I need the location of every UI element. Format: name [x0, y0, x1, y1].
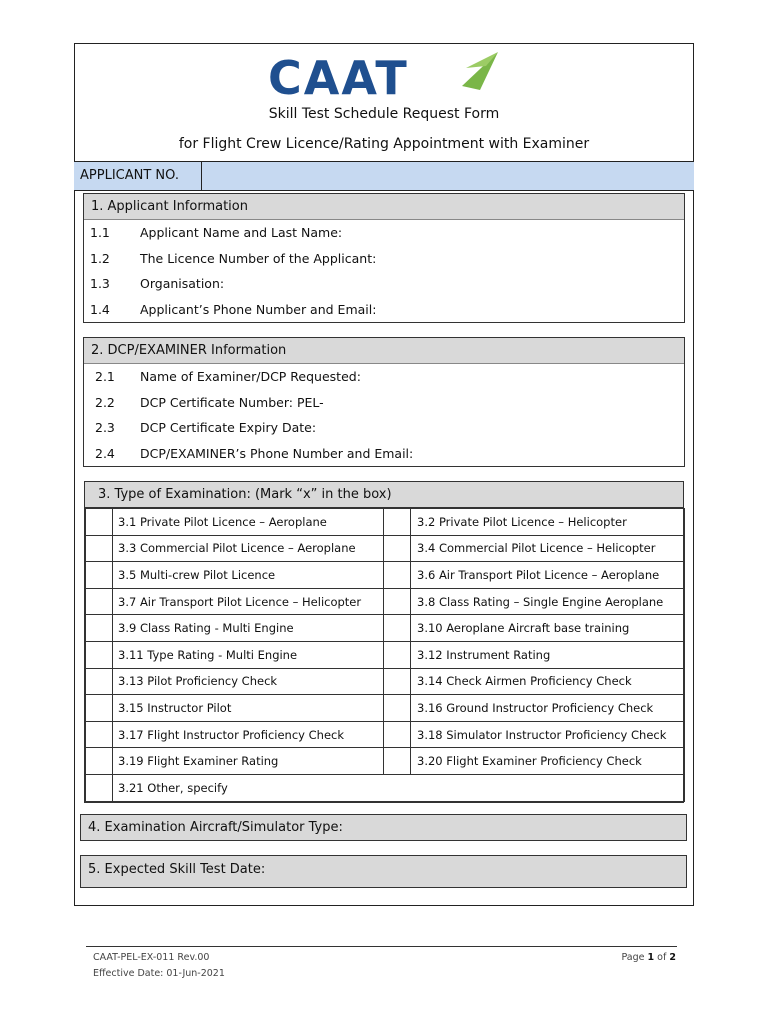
applicant-no-label: APPLICANT NO. [80, 168, 179, 183]
info-row[interactable] [84, 364, 684, 390]
row-label: Name of Examiner/DCP Requested: [140, 369, 361, 384]
logo-text: CAAT [268, 51, 409, 105]
exam-option-label: 3.6 Air Transport Pilot Licence – Aeroplane [411, 562, 685, 589]
exam-option-label: 3.19 Flight Examiner Rating [113, 748, 384, 775]
exam-option-label[interactable]: 3.21 Other, specify [113, 774, 685, 801]
section-title: 2. DCP/EXAMINER Information [84, 338, 684, 364]
exam-checkbox[interactable] [384, 721, 411, 748]
info-row[interactable] [84, 246, 684, 272]
aircraft-simulator-type-field[interactable]: 4. Examination Aircraft/Simulator Type: [80, 814, 687, 841]
table-row [86, 562, 685, 589]
page-number: 1 [647, 952, 655, 963]
table-row [86, 695, 685, 722]
exam-option-label: 3.18 Simulator Instructor Proficiency Check [411, 721, 685, 748]
row-number: 2.4 [95, 446, 115, 462]
info-row[interactable] [84, 441, 684, 467]
info-row[interactable] [84, 415, 684, 441]
exam-checkbox[interactable] [86, 615, 113, 642]
exam-option-label: 3.13 Pilot Proficiency Check [113, 668, 384, 695]
exam-option-label: 3.17 Flight Instructor Proficiency Check [113, 721, 384, 748]
exam-checkbox[interactable] [384, 641, 411, 668]
logo-swoosh-icon [458, 50, 500, 94]
exam-option-label: 3.8 Class Rating – Single Engine Aeroplane [411, 588, 685, 615]
row-label: DCP/EXAMINER’s Phone Number and Email: [140, 446, 414, 462]
exam-checkbox[interactable] [86, 562, 113, 589]
of-word: of [657, 952, 667, 963]
row-label: Organisation: [140, 276, 225, 292]
effective-date: Effective Date: 01-Jun-2021 [93, 968, 225, 979]
exam-option-label: 3.20 Flight Examiner Proficiency Check [411, 748, 685, 775]
row-number: 2.1 [95, 369, 115, 384]
page-word: Page [621, 952, 645, 963]
exam-option-label: 3.12 Instrument Rating [411, 641, 685, 668]
exam-checkbox[interactable] [86, 774, 113, 801]
exam-checkbox[interactable] [86, 509, 113, 536]
exam-checkbox[interactable] [86, 641, 113, 668]
exam-checkbox[interactable] [86, 588, 113, 615]
exam-option-label: 3.10 Aeroplane Aircraft base training [411, 615, 685, 642]
info-row[interactable] [84, 220, 684, 246]
table-row [86, 668, 685, 695]
row-number: 1.2 [90, 250, 110, 266]
exam-checkbox[interactable] [384, 535, 411, 562]
examination-table [85, 508, 685, 802]
type-of-examination-section [84, 481, 684, 803]
exam-checkbox[interactable] [384, 509, 411, 536]
exam-checkbox[interactable] [86, 668, 113, 695]
exam-checkbox[interactable] [384, 615, 411, 642]
section-title: 1. Applicant Information [84, 194, 684, 220]
exam-checkbox[interactable] [384, 588, 411, 615]
page-total: 2 [669, 952, 676, 963]
exam-checkbox[interactable] [384, 748, 411, 775]
row-label: Applicant’s Phone Number and Email: [140, 302, 377, 318]
exam-checkbox[interactable] [86, 695, 113, 722]
examiner-information-section [83, 337, 685, 467]
document-code: CAAT-PEL-EX-011 Rev.00 [93, 952, 210, 963]
exam-checkbox[interactable] [384, 668, 411, 695]
row-number: 2.3 [95, 420, 115, 436]
exam-checkbox[interactable] [86, 748, 113, 775]
row-number: 1.4 [90, 302, 110, 318]
applicant-no-field[interactable] [202, 162, 692, 191]
caat-logo [268, 50, 500, 106]
table-row [86, 641, 685, 668]
expected-skill-test-date-field[interactable]: 5. Expected Skill Test Date: [80, 855, 687, 888]
exam-option-label: 3.11 Type Rating - Multi Engine [113, 641, 384, 668]
info-row[interactable] [84, 297, 684, 323]
exam-option-label: 3.5 Multi-crew Pilot Licence [113, 562, 384, 589]
exam-checkbox[interactable] [384, 562, 411, 589]
info-row[interactable] [84, 390, 684, 416]
exam-option-label: 3.3 Commercial Pilot Licence – Aeroplane [113, 535, 384, 562]
page-indicator [621, 952, 676, 963]
exam-option-label: 3.14 Check Airmen Proficiency Check [411, 668, 685, 695]
applicant-information-section [83, 193, 685, 323]
row-number: 1.3 [90, 276, 110, 292]
exam-option-label: 3.16 Ground Instructor Proficiency Check [411, 695, 685, 722]
form-subtitle: for Flight Crew Licence/Rating Appointment with Examiner [178, 136, 590, 152]
exam-option-label: 3.15 Instructor Pilot [113, 695, 384, 722]
row-number: 2.2 [95, 394, 115, 410]
table-row [86, 615, 685, 642]
table-row [86, 774, 685, 801]
exam-option-label: 3.4 Commercial Pilot Licence – Helicopter [411, 535, 685, 562]
form-title: Skill Test Schedule Request Form [268, 106, 500, 122]
table-row [86, 748, 685, 775]
row-label: Applicant Name and Last Name: [140, 225, 343, 240]
row-label: The Licence Number of the Applicant: [140, 250, 377, 266]
table-row [86, 509, 685, 536]
row-number: 1.1 [90, 225, 110, 240]
exam-option-label: 3.2 Private Pilot Licence – Helicopter [411, 509, 685, 536]
exam-option-label: 3.7 Air Transport Pilot Licence – Helicopter [113, 588, 384, 615]
section-title: 3. Type of Examination: (Mark “x” in the box) [85, 482, 683, 508]
exam-checkbox[interactable] [86, 535, 113, 562]
exam-checkbox[interactable] [384, 695, 411, 722]
table-row [86, 588, 685, 615]
footer-divider [86, 946, 677, 947]
exam-option-label: 3.1 Private Pilot Licence – Aeroplane [113, 509, 384, 536]
row-label: DCP Certificate Expiry Date: [140, 420, 317, 436]
info-row[interactable] [84, 271, 684, 297]
exam-checkbox[interactable] [86, 721, 113, 748]
row-label: DCP Certificate Number: PEL- [140, 394, 324, 410]
exam-option-label: 3.9 Class Rating - Multi Engine [113, 615, 384, 642]
table-row [86, 721, 685, 748]
table-row [86, 535, 685, 562]
applicant-no-bar [74, 161, 694, 191]
